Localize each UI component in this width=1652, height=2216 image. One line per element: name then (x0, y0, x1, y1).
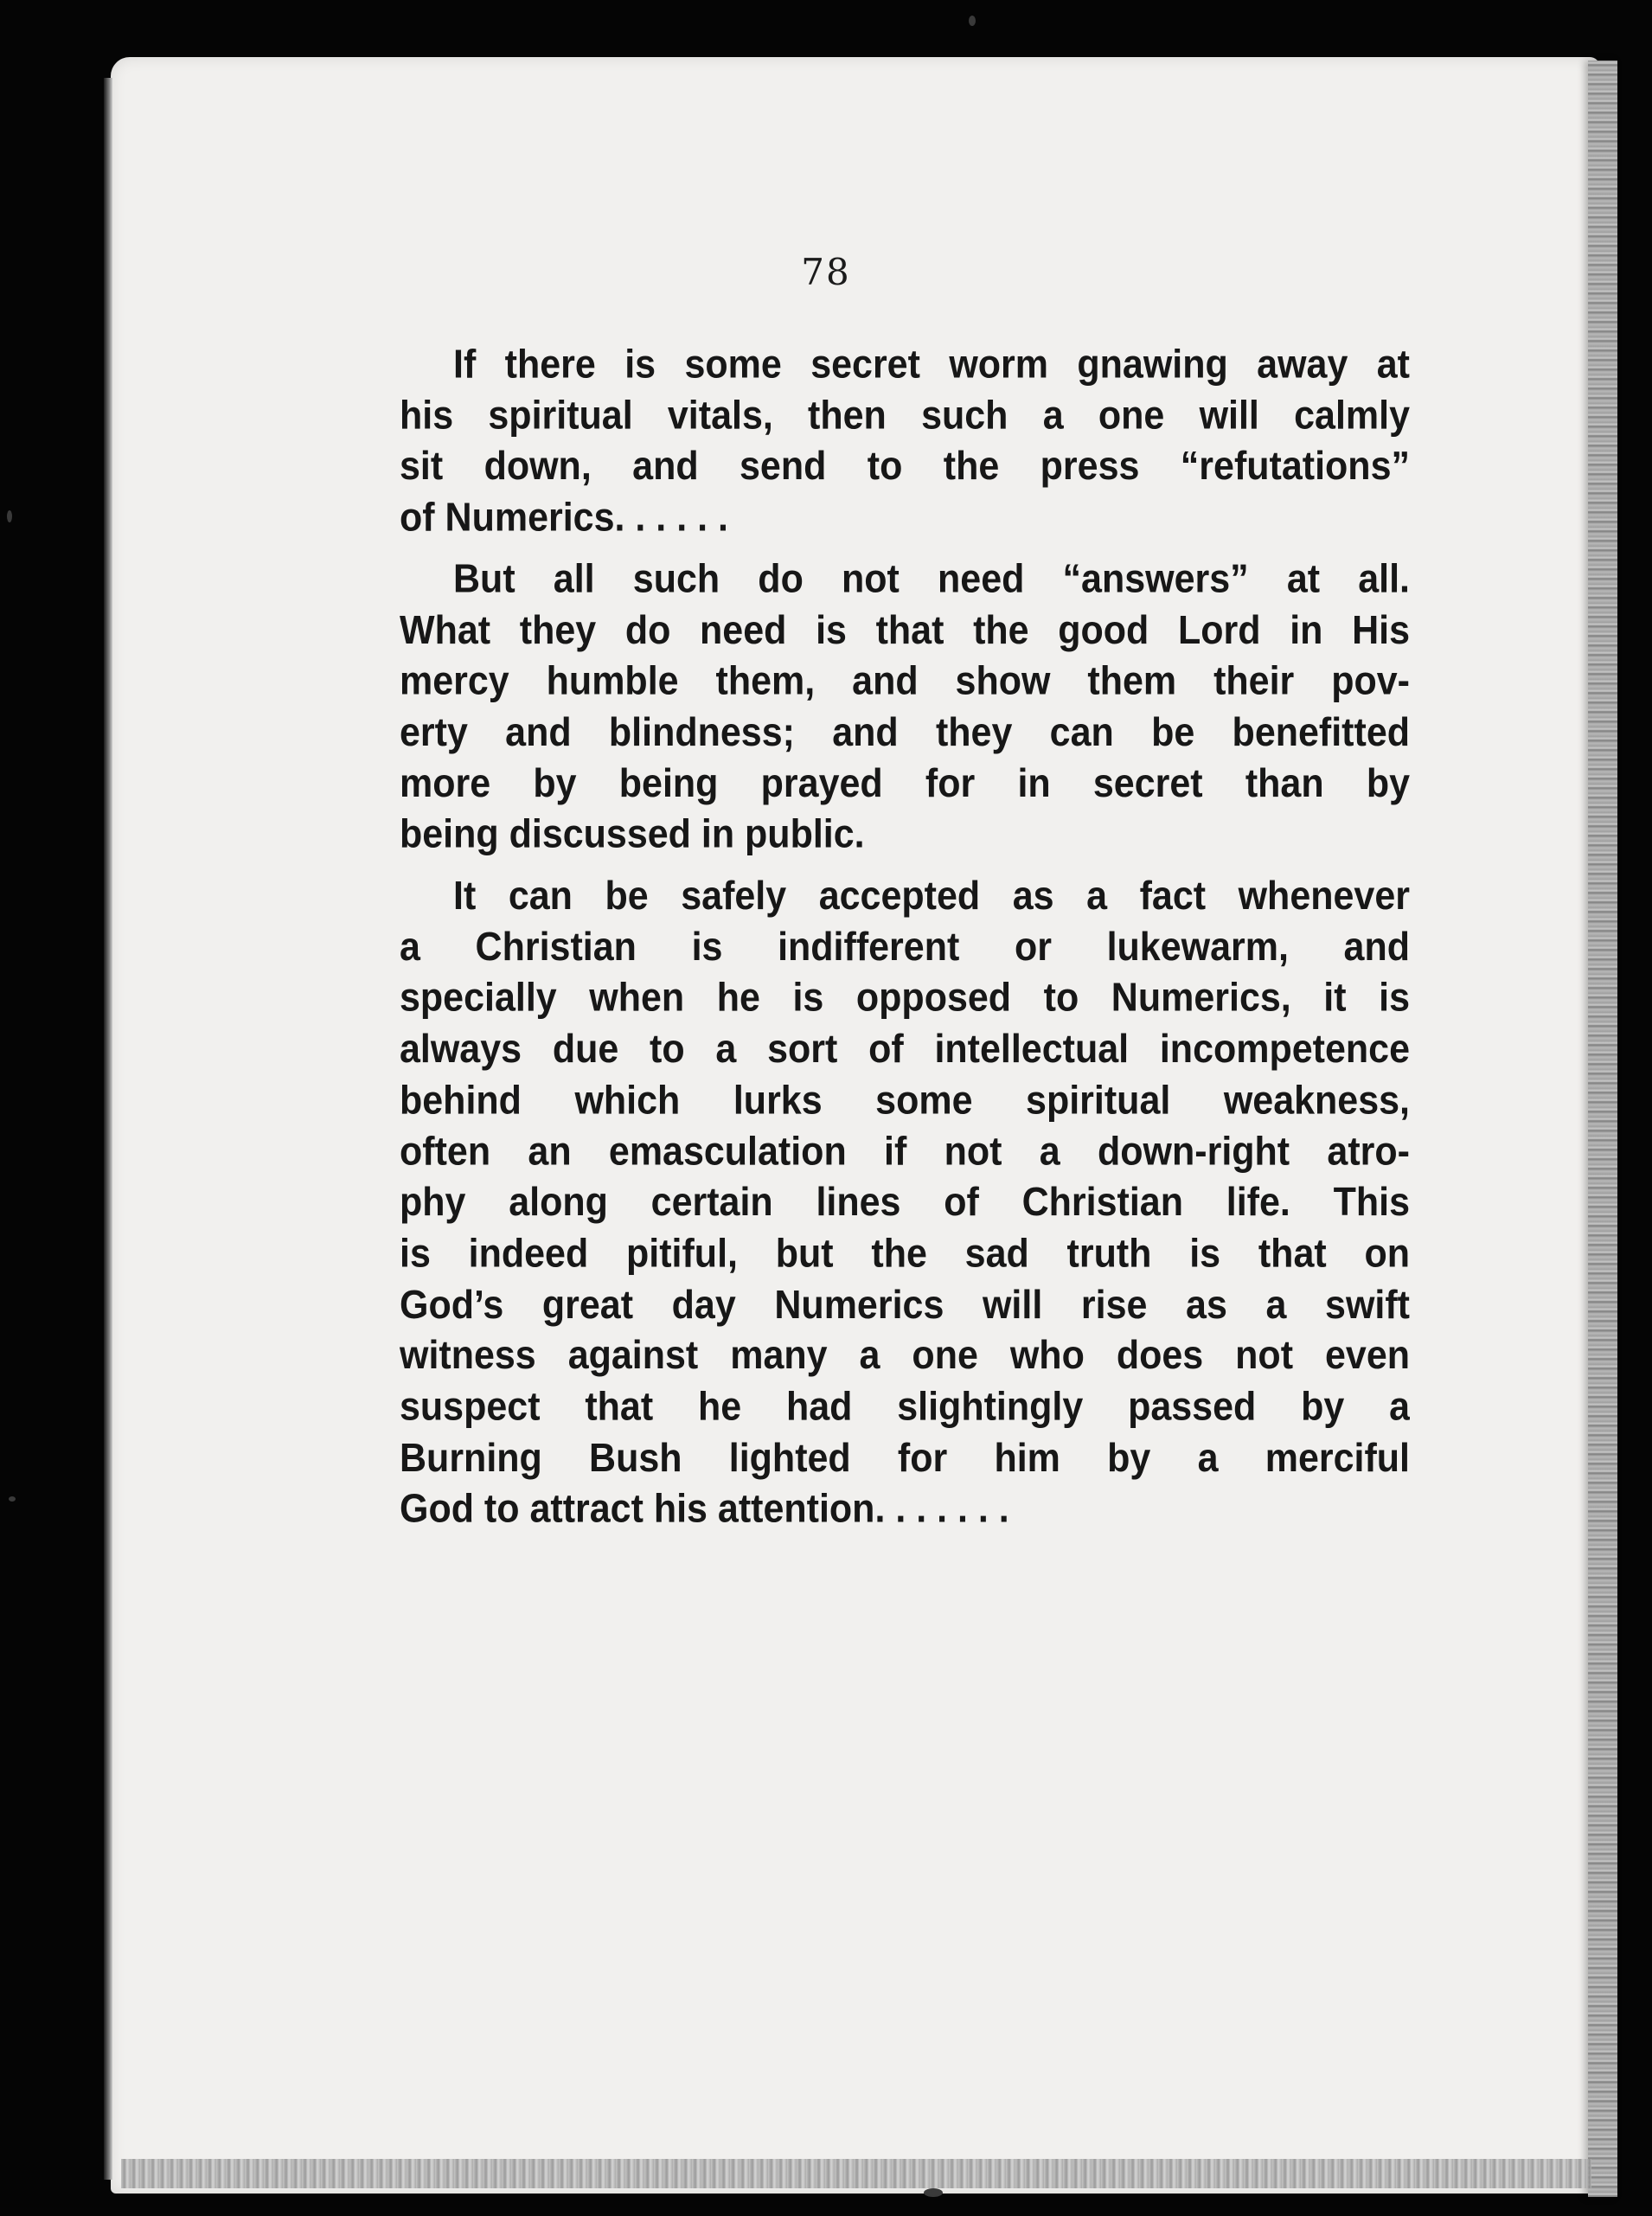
scan-speck (9, 1496, 16, 1502)
paragraph (400, 554, 1410, 860)
page-stack-edge (1588, 61, 1617, 2197)
text-line: What they do need is that the good Lord in His (400, 607, 1410, 653)
text-line: erty and blindness; and they can be benefitted (400, 709, 1410, 755)
scan-speck (969, 16, 976, 26)
text-line: often an emasculation if not a down-right atro- (400, 1129, 1410, 1175)
page-number: 78 (801, 251, 851, 293)
text-line: a Christian is indifferent or lukewarm, and (400, 924, 1410, 970)
text-line: God’s great day Numerics will rise as a swift (400, 1282, 1410, 1328)
body-text (400, 339, 1410, 1545)
paragraph (400, 339, 1410, 543)
text-line: Burning Bush lighted for him by a merciful (400, 1435, 1410, 1481)
text-line: behind which lurks some spiritual weakness, (400, 1078, 1410, 1123)
text-line: is indeed pitiful, but the sad truth is that on (400, 1231, 1410, 1277)
text-line: phy along certain lines of Christian life. This (400, 1180, 1410, 1226)
text-line: sit down, and send to the press “refutations” (400, 444, 1410, 490)
text-line: God to attract his attention. . . . . . . (400, 1486, 1009, 1532)
text-line: being discussed in public. (400, 811, 865, 857)
scan-speck (7, 510, 12, 522)
page-bottom-edge (121, 2159, 1591, 2188)
text-line: his spiritual vitals, then such a one will calmly (400, 393, 1410, 439)
text-line: mercy humble them, and show them their pov- (400, 658, 1410, 704)
scan-speck (924, 2188, 943, 2197)
text-line: But all such do not need “answers” at all. (453, 556, 1410, 602)
binding-edge (104, 78, 112, 2180)
text-line: more by being prayed for in secret than by (400, 760, 1410, 806)
text-line: It can be safely accepted as a fact whenever (453, 873, 1410, 919)
text-line: If there is some secret worm gnawing away at (453, 342, 1410, 387)
text-line: suspect that he had slightingly passed by a (400, 1384, 1410, 1430)
text-line: always due to a sort of intellectual incompetence (400, 1027, 1410, 1072)
text-line: specially when he is opposed to Numerics, it is (400, 975, 1410, 1021)
text-line: of Numerics. . . . . . (400, 495, 728, 541)
paragraph (400, 871, 1410, 1535)
text-line: witness against many a one who does not even (400, 1333, 1410, 1379)
